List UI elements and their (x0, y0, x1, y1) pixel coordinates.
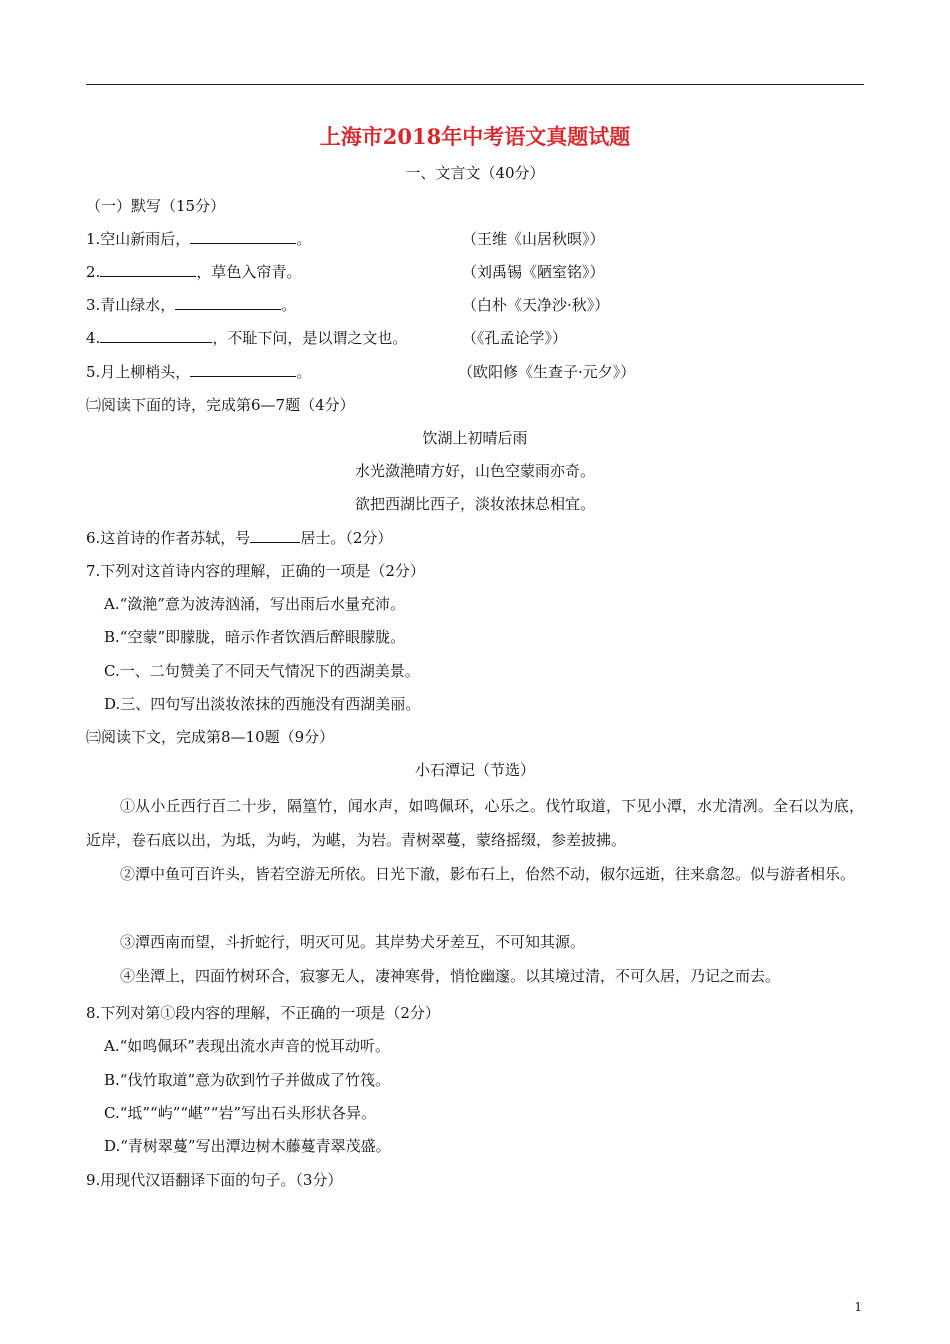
fill-source-4: （《孔孟论学》） (462, 329, 568, 347)
poem-line-2: 欲把西湖比西子，淡妆浓抹总相宜。 (354, 495, 595, 513)
essay-paragraph-1: ①从小丘西行百二十步，隔篁竹，闻水声，如鸣佩环，心乐之。伐竹取道，下见小潭，水尤清冽。全石以为底，近岸，卷石底以出，为坻，为屿，为嵁，为岩。青树翠蔓，蒙络摇缀，参差披拂。 (86, 797, 864, 849)
part3-heading: ㈢阅读下文，完成第8—10题（9分） (86, 728, 335, 746)
question-8-option-d: D.“青树翠蔓”写出潭边树木藤蔓青翠茂盛。 (104, 1137, 391, 1155)
question-8-stem: 8.下列对第①段内容的理解，不正确的一项是（2分） (86, 1004, 440, 1022)
part1-heading: （一）默写（15分） (86, 197, 226, 215)
header-rule (86, 84, 864, 85)
fill-item-1: 1.空山新雨后， 。 (86, 230, 312, 248)
fill-source-2: （刘禹锡《陋室铭》） (462, 263, 605, 281)
page-number: 1 (854, 1300, 862, 1314)
fill-item-3: 3.青山绿水， 。 (86, 296, 297, 314)
fill-source-3: （白朴《天净沙·秋》） (462, 296, 610, 314)
fill-item-2: 2. ，草色入帘青。 (86, 263, 302, 281)
page-title: 上海市2018年中考语文真题试题 (319, 124, 631, 149)
answer-blank (190, 362, 296, 377)
question-7-option-b: B.“空蒙”即朦胧，暗示作者饮酒后醉眼朦胧。 (104, 628, 406, 646)
question-9-stem: 9.用现代汉语翻译下面的句子。（3分） (86, 1171, 343, 1189)
section-heading: 一、文言文（40分） (405, 164, 545, 182)
answer-blank (175, 295, 281, 310)
question-7-stem: 7.下列对这首诗内容的理解，正确的一项是（2分） (86, 562, 425, 580)
question-7-option-c: C.一、二句赞美了不同天气情况下的西湖美景。 (104, 662, 420, 680)
essay-title: 小石潭记（节选） (414, 761, 535, 779)
question-6: 6.这首诗的作者苏轼，号 居士。（2分） (86, 529, 393, 547)
answer-blank (190, 229, 296, 244)
answer-blank (100, 328, 212, 343)
essay-paragraph-4: ④坐潭上，四面竹树环合，寂寥无人，凄神寒骨，悄怆幽邃。以其境过清，不可久居，乃记之而去。 (120, 967, 781, 985)
question-8-option-a: A.“如鸣佩环”表现出流水声音的悦耳动听。 (104, 1037, 390, 1055)
fill-item-4: 4. ，不耻下问，是以谓之文也。 (86, 329, 408, 347)
essay-paragraph-3: ③潭西南而望，斗折蛇行，明灭可见。其岸势犬牙差互，不可知其源。 (120, 933, 586, 951)
answer-blank (100, 262, 196, 277)
fill-source-5: （欧阳修《生查子·元夕》） (458, 363, 636, 381)
part2-heading: ㈡阅读下面的诗，完成第6—7题（4分） (86, 396, 355, 414)
fill-item-5: 5.月上柳梢头， 。 (86, 363, 312, 381)
question-8-option-c: C.“坻”“屿”“嵁”“岩”写出石头形状各异。 (104, 1104, 377, 1122)
question-7-option-d: D.三、四句写出淡妆浓抹的西施没有西湖美丽。 (104, 695, 421, 713)
essay-paragraph-2: ②潭中鱼可百许头，皆若空游无所依。日光下澈，影布石上，佁然不动，俶尔远逝，往来翕忽。似与游者相乐。 (120, 865, 856, 883)
question-7-option-a: A.“潋滟”意为波涛汹涌，写出雨后水量充沛。 (104, 595, 405, 613)
poem-title: 饮湖上初晴后雨 (422, 429, 528, 447)
fill-source-1: （王维《山居秋暝》） (462, 230, 605, 248)
answer-blank (250, 528, 300, 543)
question-8-option-b: B.“伐竹取道”意为砍到竹子并做成了竹筏。 (104, 1071, 391, 1089)
poem-line-1: 水光潋滟晴方好，山色空蒙雨亦奇。 (354, 462, 595, 480)
